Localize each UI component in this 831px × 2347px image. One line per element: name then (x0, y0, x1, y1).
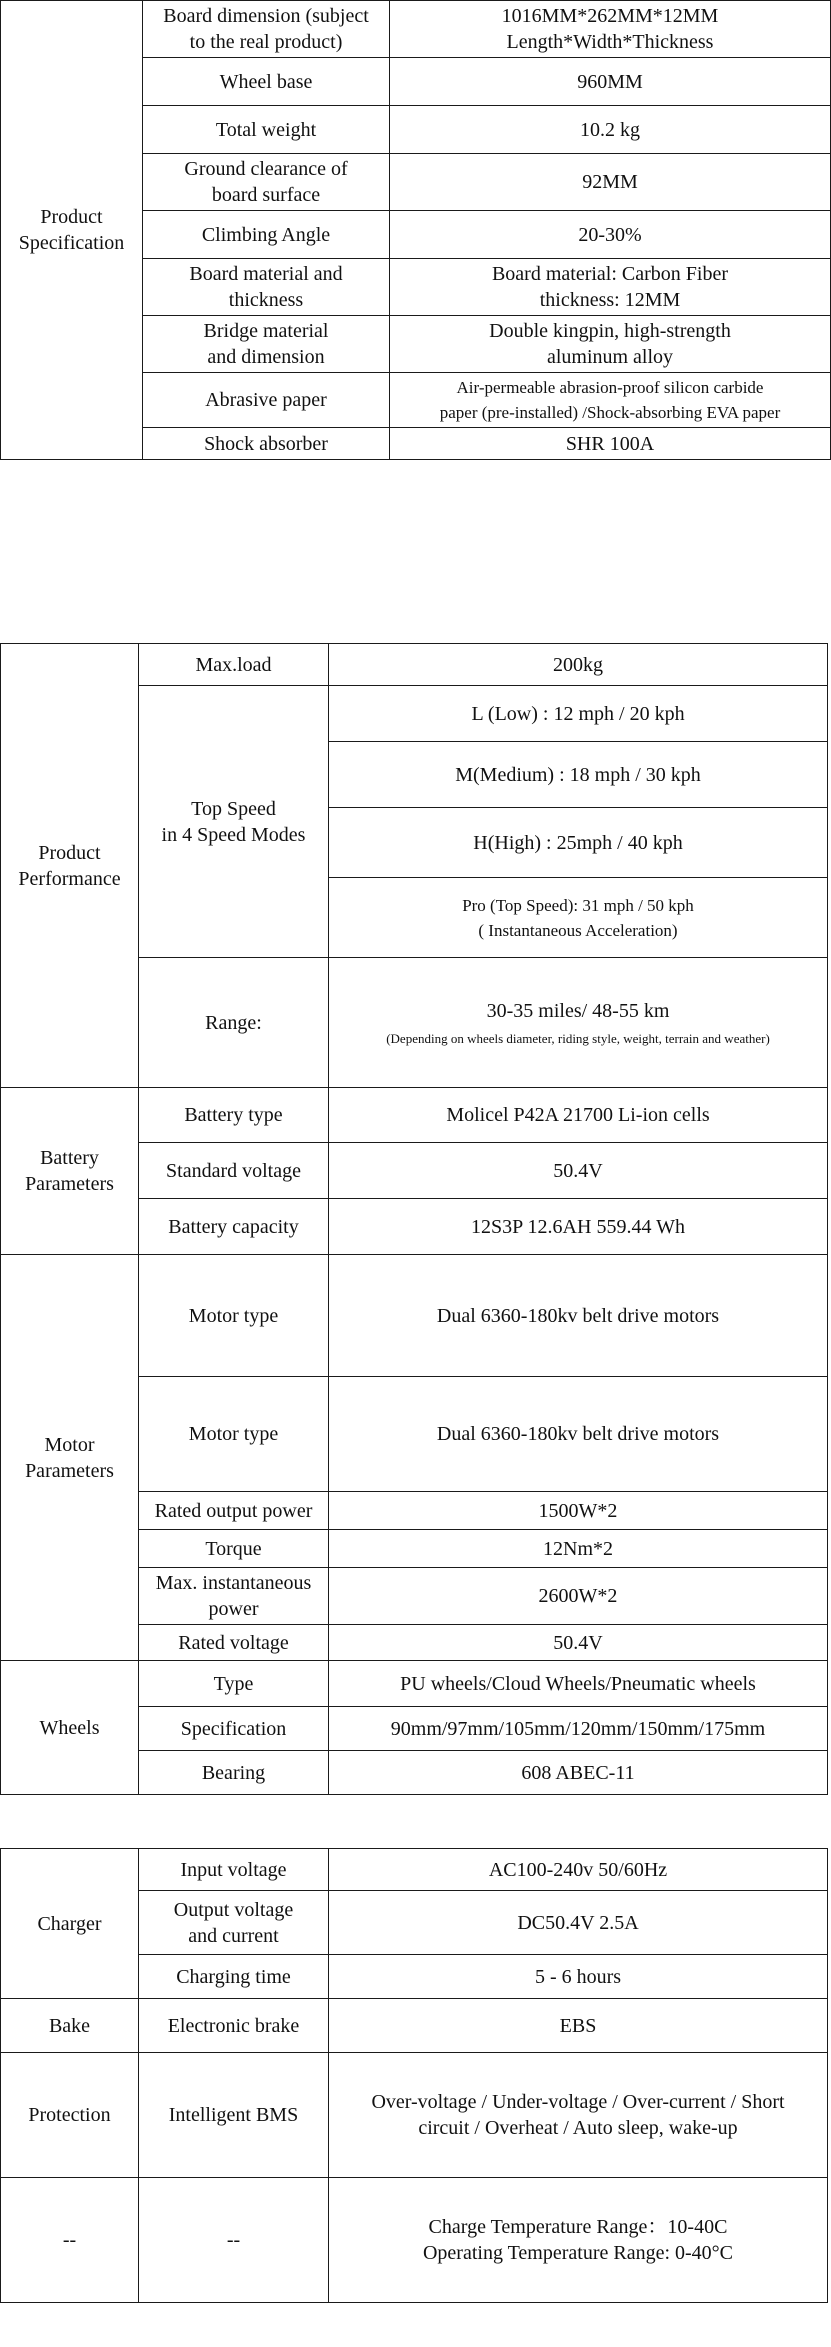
category-temperature: -- (1, 2178, 139, 2303)
wheels-value-type: PU wheels/Cloud Wheels/Pneumatic wheels (329, 1661, 828, 1707)
charger-label-input-voltage: Input voltage (139, 1849, 329, 1891)
motor-label-torque: Torque (139, 1530, 329, 1568)
motor-label-type-1: Motor type (139, 1255, 329, 1377)
charger-value-input-voltage: AC100-240v 50/60Hz (329, 1849, 828, 1891)
wheels-label-type: Type (139, 1661, 329, 1707)
charger-label-output: Output voltage and current (139, 1891, 329, 1955)
charger-value-charging-time: 5 - 6 hours (329, 1955, 828, 1999)
wheels-label-specification: Specification (139, 1707, 329, 1751)
motor-value-rated-voltage: 50.4V (329, 1625, 828, 1661)
charger-value-output: DC50.4V 2.5A (329, 1891, 828, 1955)
performance-table (0, 643, 828, 1795)
bake-value: EBS (329, 1999, 828, 2053)
spec-value-abrasive-paper: Air-permeable abrasion-proof silicon carbide paper (pre-installed) /Shock-absorbing EVA paper (390, 373, 831, 428)
category-protection: Protection (1, 2053, 139, 2178)
spec-value-bridge-material: Double kingpin, high-strength aluminum alloy (390, 316, 831, 373)
spec-label-wheel-base: Wheel base (143, 58, 390, 106)
perf-label-range: Range: (139, 958, 329, 1088)
motor-value-type-2: Dual 6360-180kv belt drive motors (329, 1377, 828, 1492)
spec-value-climbing-angle: 20-30% (390, 211, 831, 259)
spec-value-shock-absorber: SHR 100A (390, 428, 831, 460)
perf-label-top-speed: Top Speed in 4 Speed Modes (139, 686, 329, 958)
speed-mode-pro: Pro (Top Speed): 31 mph / 50 kph ( Instantaneous Acceleration) (329, 878, 828, 958)
wheels-label-bearing: Bearing (139, 1751, 329, 1795)
battery-label-capacity: Battery capacity (139, 1199, 329, 1255)
spec-label-board-dimension: Board dimension (subject to the real product) (143, 1, 390, 58)
battery-label-standard-voltage: Standard voltage (139, 1143, 329, 1199)
spec-value-ground-clearance: 92MM (390, 154, 831, 211)
perf-label-max-load: Max.load (139, 644, 329, 686)
charger-label-charging-time: Charging time (139, 1955, 329, 1999)
spec-value-board-material: Board material: Carbon Fiber thickness: 12MM (390, 259, 831, 316)
spec-label-total-weight: Total weight (143, 106, 390, 154)
wheels-value-bearing: 608 ABEC-11 (329, 1751, 828, 1795)
category-charger: Charger (1, 1849, 139, 1999)
perf-value-range: 30-35 miles/ 48-55 km (486, 999, 670, 1022)
category-wheels: Wheels (1, 1661, 139, 1795)
spec-value-total-weight: 10.2 kg (390, 106, 831, 154)
spec-label-shock-absorber: Shock absorber (143, 428, 390, 460)
motor-value-type-1: Dual 6360-180kv belt drive motors (329, 1255, 828, 1377)
wheels-value-specification: 90mm/97mm/105mm/120mm/150mm/175mm (329, 1707, 828, 1751)
speed-mode-medium: M(Medium) : 18 mph / 30 kph (329, 742, 828, 808)
motor-label-rated-voltage: Rated voltage (139, 1625, 329, 1661)
motor-value-max-instantaneous-power: 2600W*2 (329, 1568, 828, 1625)
motor-label-max-instantaneous-power: Max. instantaneous power (139, 1568, 329, 1625)
perf-range-note: (Depending on wheels diameter, riding style, weight, terrain and weather) (386, 1030, 770, 1046)
spec-label-ground-clearance: Ground clearance of board surface (143, 154, 390, 211)
category-battery-parameters: Battery Parameters (1, 1088, 139, 1255)
spec-label-climbing-angle: Climbing Angle (143, 211, 390, 259)
battery-value-standard-voltage: 50.4V (329, 1143, 828, 1199)
motor-value-rated-output-power: 1500W*2 (329, 1492, 828, 1530)
battery-label-type: Battery type (139, 1088, 329, 1143)
battery-value-capacity: 12S3P 12.6AH 559.44 Wh (329, 1199, 828, 1255)
speed-mode-high: H(High) : 25mph / 40 kph (329, 808, 828, 878)
temperature-value: Charge Temperature Range：10-40C Operating Temperature Range: 0-40°C (329, 2178, 828, 2303)
perf-value-max-load: 200kg (329, 644, 828, 686)
charger-table (0, 1848, 828, 2303)
motor-label-type-2: Motor type (139, 1377, 329, 1492)
motor-label-rated-output-power: Rated output power (139, 1492, 329, 1530)
specification-table (0, 0, 831, 460)
spec-label-bridge-material: Bridge material and dimension (143, 316, 390, 373)
spec-label-abrasive-paper: Abrasive paper (143, 373, 390, 428)
category-bake: Bake (1, 1999, 139, 2053)
spec-value-wheel-base: 960MM (390, 58, 831, 106)
temperature-label: -- (139, 2178, 329, 2303)
motor-value-torque: 12Nm*2 (329, 1530, 828, 1568)
spec-label-board-material: Board material and thickness (143, 259, 390, 316)
bake-label: Electronic brake (139, 1999, 329, 2053)
speed-mode-low: L (Low) : 12 mph / 20 kph (329, 686, 828, 742)
battery-value-type: Molicel P42A 21700 Li-ion cells (329, 1088, 828, 1143)
category-product-performance: Product Performance (1, 644, 139, 1088)
perf-range-cell (329, 958, 828, 1088)
protection-value: Over-voltage / Under-voltage / Over-current / Short circuit / Overheat / Auto sleep, wake-up (329, 2053, 828, 2178)
spec-value-board-dimension: 1016MM*262MM*12MM Length*Width*Thickness (390, 1, 831, 58)
category-motor-parameters: Motor Parameters (1, 1255, 139, 1661)
category-product-specification: Product Specification (1, 1, 143, 460)
protection-label: Intelligent BMS (139, 2053, 329, 2178)
